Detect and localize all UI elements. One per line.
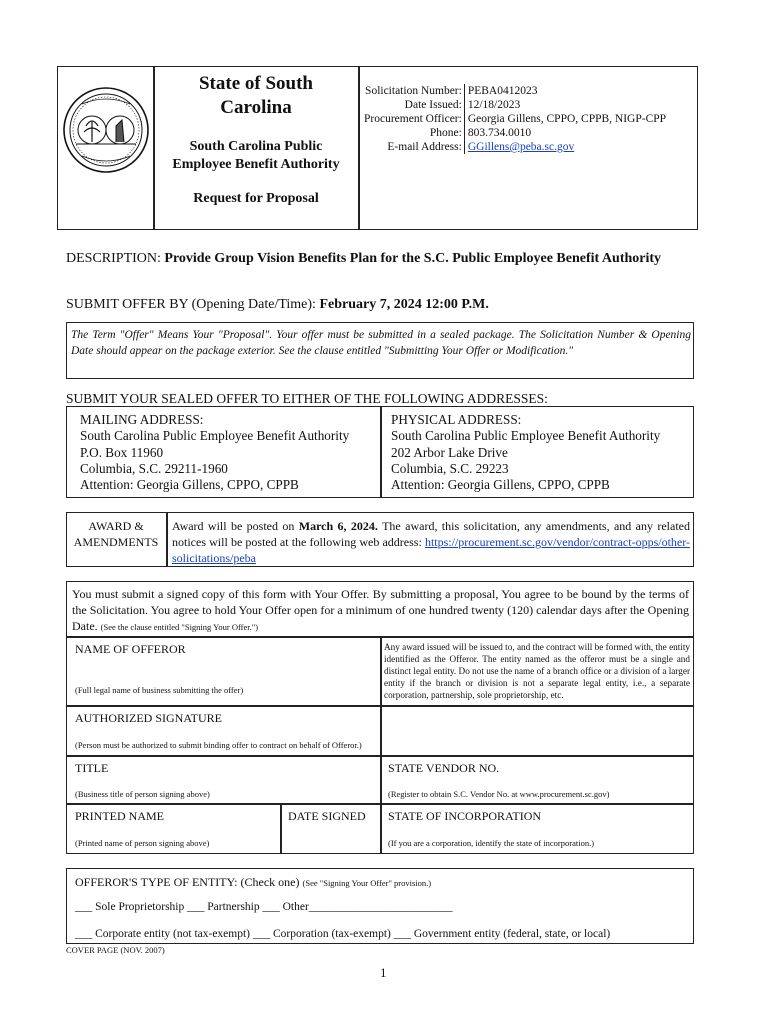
agency-line1: South Carolina Public [189,139,323,154]
physical-address-line: 202 Arbor Lake Drive [391,444,508,460]
offer-intro-note: (See the clause entitled "Signing Your Offer.") [100,622,259,632]
state-title [158,72,354,120]
printed-name-note: (Printed name of person signing above) [75,838,210,848]
description [66,251,661,267]
signature-note: (Person must be authorized to submit binding offer to contract on behalf of Offeror.) [75,740,362,750]
mailing-address-line: P.O. Box 11960 [80,444,164,460]
award-text-after: The award, this solicitation, any amendments, and any related notices will be posted at the following web address: [172,519,690,549]
offeror-name-note: (Full legal name of business submitting the offer) [75,685,244,695]
date-signed-label: DATE SIGNED [288,809,366,823]
field-label: E-mail Address: [387,141,462,153]
award-date: March 6, 2024. [298,519,378,533]
physical-address-line: PHYSICAL ADDRESS: [391,412,522,427]
solicitation-info [362,84,668,154]
offeror-name-label: NAME OF OFFEROR [75,642,186,656]
award-label [68,518,164,550]
field-label: Procurement Officer: [364,113,462,125]
vendor-no-field[interactable] [385,775,685,787]
page-number: 1 [380,965,387,980]
address-divider [380,406,382,498]
field-label: Solicitation Number: [365,85,462,97]
award-text [172,518,690,566]
incorporation-label: STATE OF INCORPORATION [388,809,542,823]
mailing-address-line: Columbia, S.C. 29211-1960 [80,460,228,476]
field-label: Date Issued: [404,99,462,111]
offer-note: The Term "Offer" Means Your "Proposal". Your offer must be submitted in a sealed package. The Solicitation Number & Opening Date should appear on the package exterior. See the clause entitled "Submitting Your Offer or Modification." [71,329,691,357]
signature-field[interactable] [72,725,372,739]
solicitation-field-row [362,126,668,140]
field-value: Georgia Gillens, CPPO, CPPB, NIGP-CPP [467,113,667,125]
submit-date: February 7, 2024 12:00 P.M. [319,297,489,312]
field-label: Phone: [429,127,462,139]
mailing-address-line: MAILING ADDRESS: [80,412,204,427]
entity-options-line1[interactable]: ___ Sole Proprietorship ___ Partnership ___ Other_________________________ [75,901,453,913]
description-label: DESCRIPTION: [66,251,165,266]
physical-address-line: Columbia, S.C. 29223 [391,460,509,476]
incorporation-note: (If you are a corporation, identify the state of incorporation.) [388,838,595,848]
title-label: TITLE [75,761,109,775]
title-note: (Business title of person signing above) [75,789,210,799]
email-link[interactable]: GGillens@peba.sc.gov [467,141,575,153]
solicitation-field-row [362,98,668,112]
title-field[interactable] [72,775,372,787]
agency-name [158,138,354,174]
printed-name-field[interactable] [72,822,272,836]
date-signed-field[interactable] [285,822,375,850]
printed-name-label: PRINTED NAME [75,809,164,823]
field-value: 12/18/2023 [467,99,521,111]
form-vline-main [380,636,382,854]
vendor-no-note: (Register to obtain S.C. Vendor No. at www.procurement.sc.gov) [388,789,610,799]
solicitation-field-row [362,140,668,154]
mailing-address [80,412,349,493]
physical-address [391,412,660,493]
state-title-line1: State of South [198,73,313,94]
field-value: 803.734.0010 [467,127,532,139]
state-seal [62,86,150,174]
vendor-no-label: STATE VENDOR NO. [388,761,500,775]
award-entity-note: Any award issued will be issued to, and the contract will be formed with, the entity identified as the Offeror. The entity named as the offeror must be a single and distinct legal entity. Do not use the name of a branch office or a division of a larger entity if the branch or division is not a separate legal entity, i.e., a separate corporation, partnership, sole proprietorship, etc. [384,642,690,700]
award-label-line1: AWARD & [88,519,144,533]
offeror-name-field[interactable] [72,660,372,682]
form-vline-date [280,803,282,854]
award-text-before: Award will be posted on [172,519,299,533]
mailing-address-line: South Carolina Public Employee Benefit Authority [80,428,350,444]
agency-line2: Employee Benefit Authority [172,157,340,172]
award-url-link[interactable]: https://procurement.sc.gov/vendor/contract-opps/other-solicitations/peba [172,535,690,565]
entity-note: (See "Signing Your Offer" provision.) [302,878,432,888]
offer-intro-text: You must submit a signed copy of this form with Your Offer. By submitting a proposal, You agree to be bound by the terms of the Solicitation. You agree to hold Your Offer open for a minimum of one hundred twenty (120) calendar days after the Opening Date. [72,587,689,633]
award-label-line2: AMENDMENTS [73,535,159,549]
cover-page-label: COVER PAGE (NOV. 2007) [66,945,165,955]
description-value: Provide Group Vision Benefits Plan for the S.C. Public Employee Benefit Authority [164,251,662,266]
field-value: PEBA0412023 [467,85,538,97]
physical-address-line: South Carolina Public Employee Benefit Authority [391,428,661,444]
mailing-address-line: Attention: Georgia Gillens, CPPO, CPPB [80,477,299,493]
physical-address-line: Attention: Georgia Gillens, CPPO, CPPB [391,477,610,493]
solicitation-field-row [362,84,668,98]
entity-options-line2[interactable]: ___ Corporate entity (not tax-exempt) ___ Corporation (tax-exempt) ___ Government entity (federal, state, or local) [75,928,611,940]
address-heading: SUBMIT YOUR SEALED OFFER TO EITHER OF THE FOLLOWING ADDRESSES: [66,391,548,406]
offer-intro [72,586,689,635]
entity-label: OFFEROR'S TYPE OF ENTITY: (Check one) [75,875,300,889]
submit-label: SUBMIT OFFER BY (Opening Date/Time): [66,297,320,312]
solicitation-field-row [362,112,668,126]
header-divider-left [153,66,155,230]
doc-type: Request for Proposal [193,191,319,206]
incorporation-field[interactable] [385,822,685,836]
submit-deadline [66,297,489,313]
award-divider [166,512,168,567]
signature-label: AUTHORIZED SIGNATURE [75,711,222,725]
header-divider-right [358,66,360,230]
state-title-line2: Carolina [220,97,292,118]
entity-heading [75,875,431,890]
